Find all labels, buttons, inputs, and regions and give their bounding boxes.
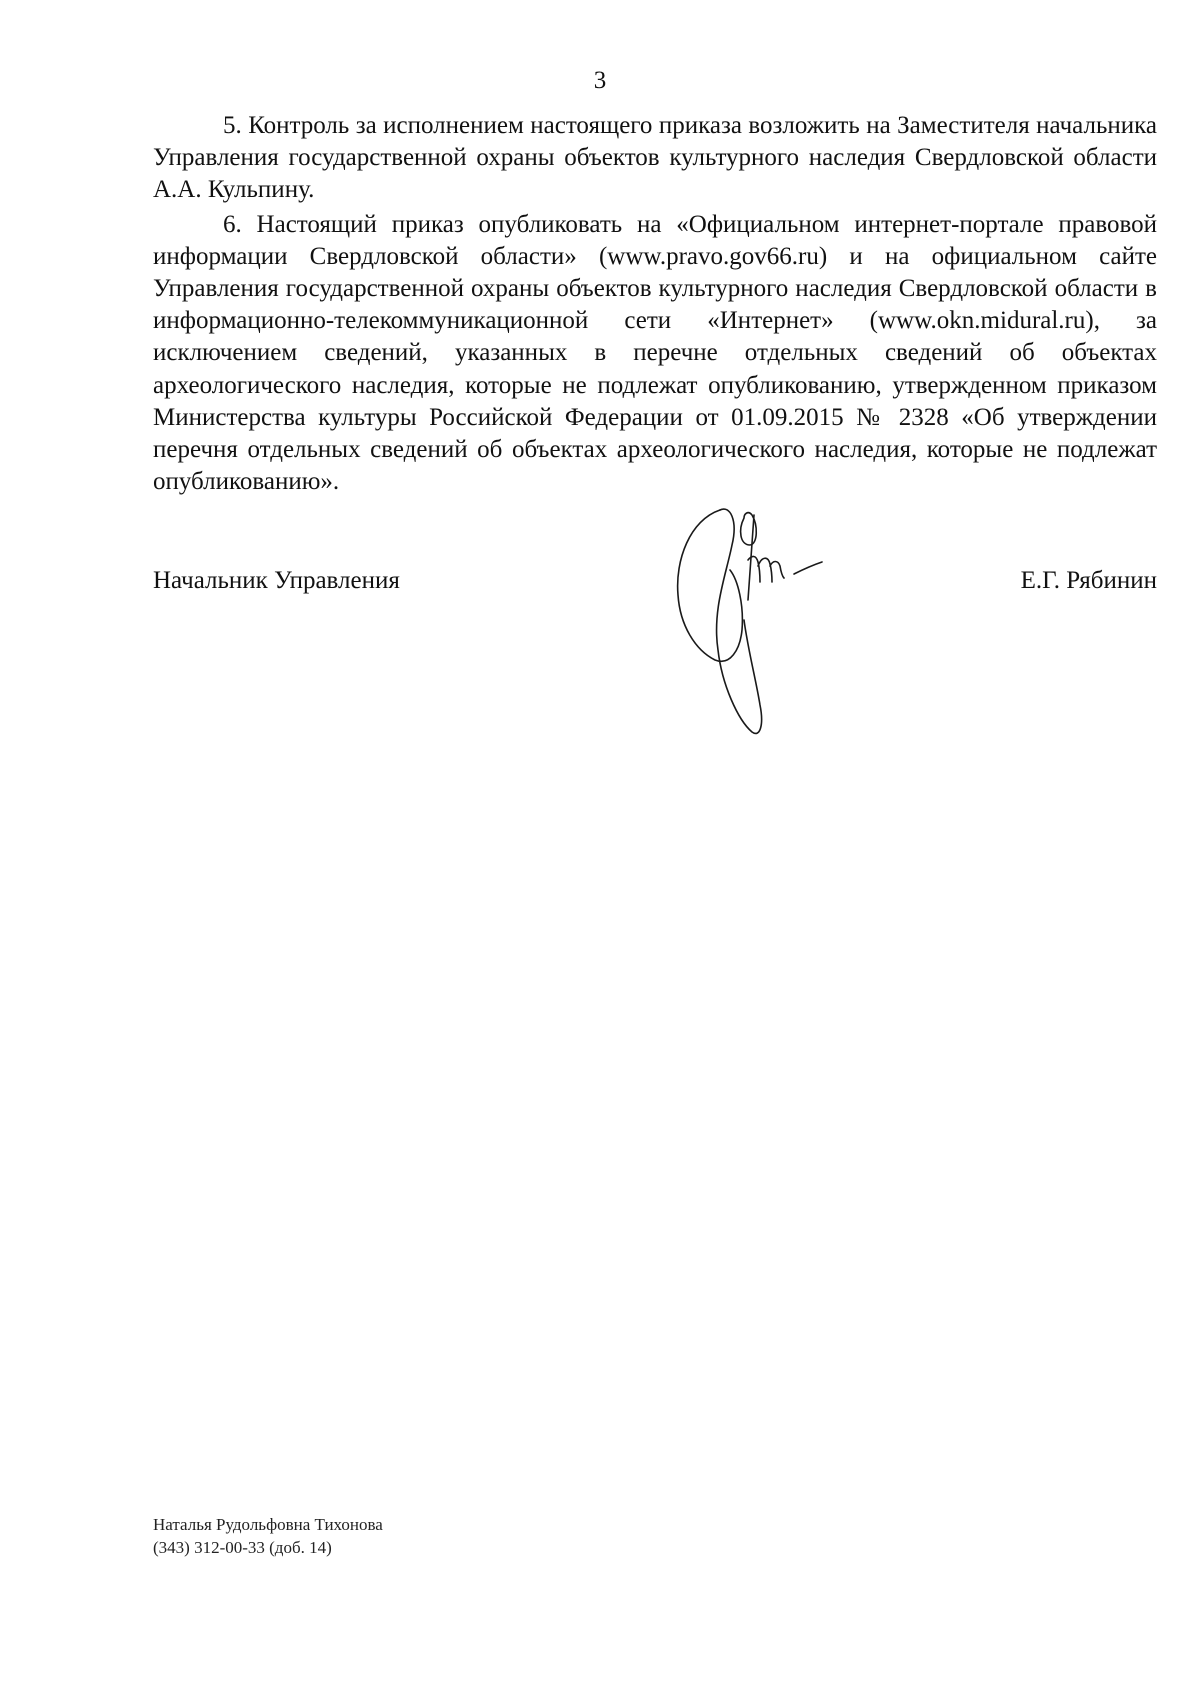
paragraph-6: 6. Настоящий приказ опубликовать на «Официальном интернет-портале правовой информации Свердловской области» (www.pravo.gov66.ru) и на официальном сайте Управления государственной охраны объектов культурного наследия Свердловской области в информационно-телекоммуникационной сети «Интернет» (www.okn.midural.ru), за исключением сведений, указанных в перечне отдельных сведений об объектах археологического наследия, которые не подлежат опубликованию, утвержденном приказом Министерства культуры Российской Федерации от 01.09.2015 № 2328 «Об утверждении перечня отдельных сведений об объектах археологического наследия, которые не подлежат опубликованию».: [153, 210, 1157, 496]
executor-phone: (343) 312-00-33 (доб. 14): [153, 1538, 332, 1557]
executor-name: Наталья Рудольфовна Тихонова: [153, 1515, 383, 1534]
handwritten-signature: [660, 500, 890, 740]
paragraph-5: 5. Контроль за исполнением настоящего приказа возложить на Заместителя начальника Управления государственной охраны объектов культурного наследия Свердловской области А.А. Кульпину.: [153, 112, 1157, 204]
signatory-position: Начальник Управления: [153, 567, 400, 594]
signatory-name: Е.Г. Рябинин: [1020, 567, 1157, 594]
document-body: [153, 110, 1157, 498]
executor-info: [153, 1513, 383, 1559]
page-number: 3: [593, 67, 607, 94]
